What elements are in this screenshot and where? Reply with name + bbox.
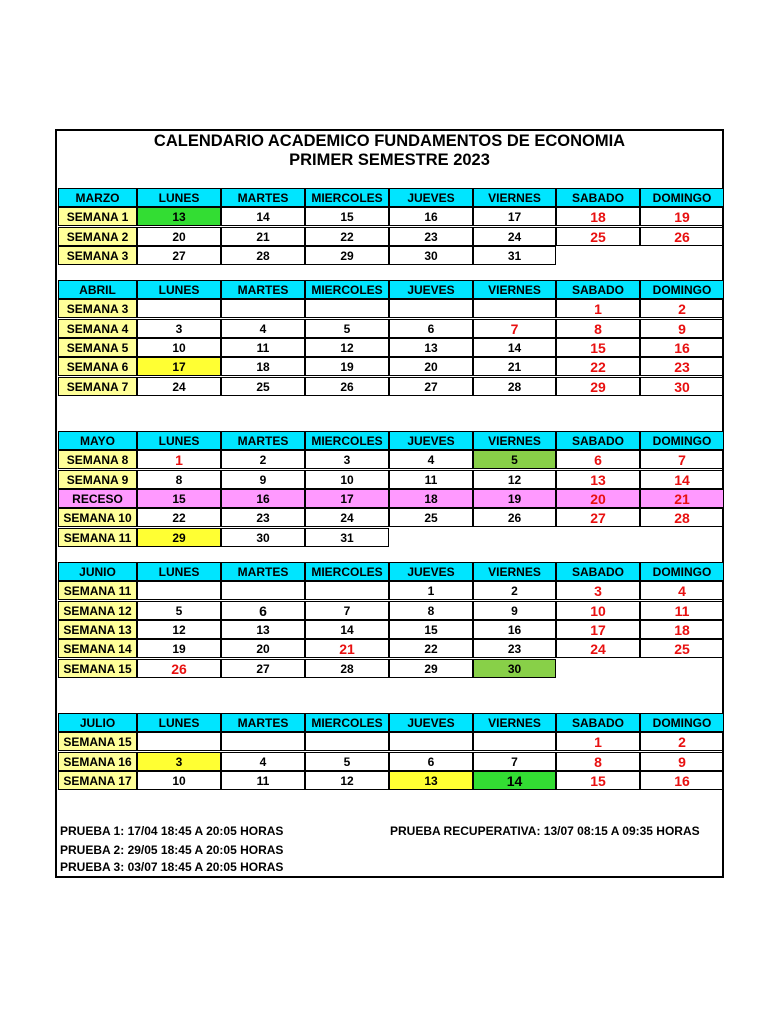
day-cell: 24 (556, 639, 640, 658)
empty-cell (389, 528, 473, 547)
day-cell: 1 (556, 732, 640, 751)
day-cell: 30 (473, 659, 556, 678)
day-cell: 8 (389, 601, 473, 620)
day-cell: 15 (556, 338, 640, 357)
day-header: SABADO (556, 280, 640, 299)
day-cell: 7 (473, 319, 556, 338)
day-cell: 17 (305, 489, 389, 508)
day-cell: 11 (389, 470, 473, 489)
day-cell: 11 (221, 771, 305, 790)
day-cell: 29 (556, 377, 640, 396)
day-cell: 12 (473, 470, 556, 489)
day-cell: 22 (305, 227, 389, 246)
day-header: DOMINGO (640, 431, 724, 450)
week-label: SEMANA 16 (58, 752, 137, 771)
day-header: DOMINGO (640, 280, 724, 299)
day-cell: 18 (640, 620, 724, 639)
day-header: MIERCOLES (305, 713, 389, 732)
day-cell: 9 (221, 470, 305, 489)
day-cell (305, 299, 389, 318)
day-cell: 23 (640, 357, 724, 376)
day-cell: 17 (556, 620, 640, 639)
day-header: DOMINGO (640, 188, 724, 207)
day-cell: 16 (473, 620, 556, 639)
day-cell: 26 (305, 377, 389, 396)
day-cell: 27 (389, 377, 473, 396)
day-header: SABADO (556, 431, 640, 450)
week-label: SEMANA 11 (58, 581, 137, 600)
week-label: RECESO (58, 489, 137, 508)
day-cell: 20 (389, 357, 473, 376)
day-cell: 29 (389, 659, 473, 678)
day-cell: 14 (473, 771, 556, 790)
week-label: SEMANA 3 (58, 246, 137, 265)
day-cell: 12 (137, 620, 221, 639)
day-cell (389, 299, 473, 318)
week-label: SEMANA 4 (58, 319, 137, 338)
day-cell: 5 (473, 450, 556, 469)
day-cell: 19 (640, 207, 724, 226)
day-cell: 6 (389, 319, 473, 338)
week-label: SEMANA 7 (58, 377, 137, 396)
day-cell: 17 (473, 207, 556, 226)
day-cell (473, 732, 556, 751)
day-cell (221, 581, 305, 600)
day-cell (137, 299, 221, 318)
month-name: JUNIO (58, 562, 137, 581)
day-cell: 6 (389, 752, 473, 771)
day-cell: 16 (221, 489, 305, 508)
day-cell: 9 (640, 319, 724, 338)
day-cell: 27 (137, 246, 221, 265)
day-header: MIERCOLES (305, 431, 389, 450)
note-prueba-2: PRUEBA 2: 29/05 18:45 A 20:05 HORAS (60, 843, 284, 857)
day-header: SABADO (556, 713, 640, 732)
day-cell: 7 (473, 752, 556, 771)
day-cell: 2 (473, 581, 556, 600)
day-cell (305, 581, 389, 600)
day-cell: 27 (556, 508, 640, 527)
day-cell: 14 (305, 620, 389, 639)
day-cell: 2 (640, 299, 724, 318)
month-name: MAYO (58, 431, 137, 450)
day-cell: 5 (305, 319, 389, 338)
day-header: MARTES (221, 280, 305, 299)
day-cell: 31 (473, 246, 556, 265)
day-cell: 16 (640, 338, 724, 357)
day-cell: 9 (640, 752, 724, 771)
day-cell: 1 (137, 450, 221, 469)
day-cell: 30 (640, 377, 724, 396)
day-header: LUNES (137, 280, 221, 299)
day-header: MARTES (221, 431, 305, 450)
day-cell: 23 (221, 508, 305, 527)
day-cell (221, 299, 305, 318)
day-cell: 1 (556, 299, 640, 318)
day-header: MIERCOLES (305, 188, 389, 207)
calendar-frame (55, 129, 724, 878)
day-cell: 23 (473, 639, 556, 658)
day-cell: 24 (305, 508, 389, 527)
day-cell (137, 581, 221, 600)
day-cell: 8 (137, 470, 221, 489)
day-cell: 25 (221, 377, 305, 396)
day-cell: 13 (389, 771, 473, 790)
empty-cell (556, 528, 640, 547)
day-cell: 17 (137, 357, 221, 376)
week-label: SEMANA 5 (58, 338, 137, 357)
day-cell: 15 (389, 620, 473, 639)
day-header: DOMINGO (640, 713, 724, 732)
week-label: SEMANA 3 (58, 299, 137, 318)
month-name: JULIO (58, 713, 137, 732)
day-cell (221, 732, 305, 751)
day-header: DOMINGO (640, 562, 724, 581)
day-cell: 24 (473, 227, 556, 246)
day-cell: 28 (640, 508, 724, 527)
day-cell: 4 (221, 752, 305, 771)
day-cell: 20 (137, 227, 221, 246)
day-cell: 26 (473, 508, 556, 527)
week-label: SEMANA 10 (58, 508, 137, 527)
day-cell: 10 (305, 470, 389, 489)
day-header: VIERNES (473, 431, 556, 450)
day-cell: 3 (305, 450, 389, 469)
day-header: JUEVES (389, 188, 473, 207)
note-prueba-recuperativa: PRUEBA RECUPERATIVA: 13/07 08:15 A 09:35 HORAS (390, 824, 700, 838)
day-cell: 29 (137, 528, 221, 547)
day-header: VIERNES (473, 562, 556, 581)
day-cell: 13 (137, 207, 221, 226)
day-cell: 10 (137, 771, 221, 790)
day-cell: 13 (389, 338, 473, 357)
day-cell: 12 (305, 338, 389, 357)
day-cell: 18 (221, 357, 305, 376)
empty-cell (640, 246, 724, 265)
day-cell: 1 (389, 581, 473, 600)
day-cell: 15 (556, 771, 640, 790)
day-header: MIERCOLES (305, 562, 389, 581)
day-cell: 30 (221, 528, 305, 547)
day-header: SABADO (556, 188, 640, 207)
day-header: VIERNES (473, 280, 556, 299)
day-cell: 19 (137, 639, 221, 658)
day-header: JUEVES (389, 713, 473, 732)
day-cell: 3 (556, 581, 640, 600)
week-label: SEMANA 15 (58, 659, 137, 678)
empty-cell (556, 246, 640, 265)
day-cell: 2 (221, 450, 305, 469)
day-cell: 5 (305, 752, 389, 771)
day-cell: 30 (389, 246, 473, 265)
day-cell: 23 (389, 227, 473, 246)
day-header: LUNES (137, 562, 221, 581)
day-cell: 19 (473, 489, 556, 508)
week-label: SEMANA 17 (58, 771, 137, 790)
day-cell (389, 732, 473, 751)
day-cell: 3 (137, 319, 221, 338)
day-cell: 24 (137, 377, 221, 396)
empty-cell (640, 528, 724, 547)
day-cell: 25 (556, 227, 640, 246)
day-cell: 11 (221, 338, 305, 357)
day-cell: 12 (305, 771, 389, 790)
day-cell: 6 (556, 450, 640, 469)
day-cell: 21 (473, 357, 556, 376)
day-cell: 16 (640, 771, 724, 790)
month-name: ABRIL (58, 280, 137, 299)
week-label: SEMANA 8 (58, 450, 137, 469)
day-header: MARTES (221, 562, 305, 581)
day-cell: 15 (137, 489, 221, 508)
day-cell: 20 (556, 489, 640, 508)
day-cell: 14 (221, 207, 305, 226)
day-cell: 28 (221, 246, 305, 265)
day-header: SABADO (556, 562, 640, 581)
day-cell: 14 (640, 470, 724, 489)
day-header: VIERNES (473, 188, 556, 207)
day-cell: 8 (556, 752, 640, 771)
day-header: VIERNES (473, 713, 556, 732)
day-header: MARTES (221, 713, 305, 732)
week-label: SEMANA 11 (58, 528, 137, 547)
day-cell: 26 (640, 227, 724, 246)
day-cell: 7 (640, 450, 724, 469)
day-cell: 16 (389, 207, 473, 226)
empty-cell (473, 528, 556, 547)
day-cell: 26 (137, 659, 221, 678)
day-cell: 6 (221, 601, 305, 620)
calendar-title: CALENDARIO ACADEMICO FUNDAMENTOS DE ECONOMIA (153, 132, 626, 150)
week-label: SEMANA 14 (58, 639, 137, 658)
day-cell: 4 (221, 319, 305, 338)
week-label: SEMANA 13 (58, 620, 137, 639)
day-cell: 9 (473, 601, 556, 620)
day-cell: 8 (556, 319, 640, 338)
day-cell: 10 (137, 338, 221, 357)
day-cell: 20 (221, 639, 305, 658)
day-cell: 22 (137, 508, 221, 527)
week-label: SEMANA 15 (58, 732, 137, 751)
day-cell: 27 (221, 659, 305, 678)
day-cell (473, 299, 556, 318)
day-cell: 28 (305, 659, 389, 678)
day-cell: 29 (305, 246, 389, 265)
day-cell (305, 732, 389, 751)
day-header: MIERCOLES (305, 280, 389, 299)
day-cell: 21 (640, 489, 724, 508)
day-cell: 28 (473, 377, 556, 396)
day-cell: 4 (389, 450, 473, 469)
empty-cell (640, 659, 724, 678)
week-label: SEMANA 2 (58, 227, 137, 246)
day-cell: 31 (305, 528, 389, 547)
week-label: SEMANA 6 (58, 357, 137, 376)
day-cell: 21 (221, 227, 305, 246)
day-cell: 18 (389, 489, 473, 508)
day-cell: 22 (389, 639, 473, 658)
day-cell: 4 (640, 581, 724, 600)
day-cell: 25 (389, 508, 473, 527)
calendar-subtitle: PRIMER SEMESTRE 2023 (289, 151, 490, 169)
empty-cell (556, 659, 640, 678)
day-cell: 5 (137, 601, 221, 620)
day-cell: 25 (640, 639, 724, 658)
day-cell: 21 (305, 639, 389, 658)
week-label: SEMANA 12 (58, 601, 137, 620)
week-label: SEMANA 9 (58, 470, 137, 489)
day-cell: 3 (137, 752, 221, 771)
day-cell: 15 (305, 207, 389, 226)
day-cell: 19 (305, 357, 389, 376)
day-cell: 18 (556, 207, 640, 226)
day-cell (137, 732, 221, 751)
day-header: MARTES (221, 188, 305, 207)
day-cell: 7 (305, 601, 389, 620)
day-cell: 11 (640, 601, 724, 620)
note-prueba-1: PRUEBA 1: 17/04 18:45 A 20:05 HORAS (60, 824, 284, 838)
day-cell: 14 (473, 338, 556, 357)
month-name: MARZO (58, 188, 137, 207)
day-cell: 13 (556, 470, 640, 489)
day-header: LUNES (137, 713, 221, 732)
day-header: JUEVES (389, 431, 473, 450)
day-header: LUNES (137, 431, 221, 450)
week-label: SEMANA 1 (58, 207, 137, 226)
note-prueba-3: PRUEBA 3: 03/07 18:45 A 20:05 HORAS (60, 860, 284, 874)
day-cell: 2 (640, 732, 724, 751)
day-cell: 13 (221, 620, 305, 639)
day-cell: 10 (556, 601, 640, 620)
day-header: JUEVES (389, 280, 473, 299)
day-cell: 22 (556, 357, 640, 376)
day-header: JUEVES (389, 562, 473, 581)
day-header: LUNES (137, 188, 221, 207)
